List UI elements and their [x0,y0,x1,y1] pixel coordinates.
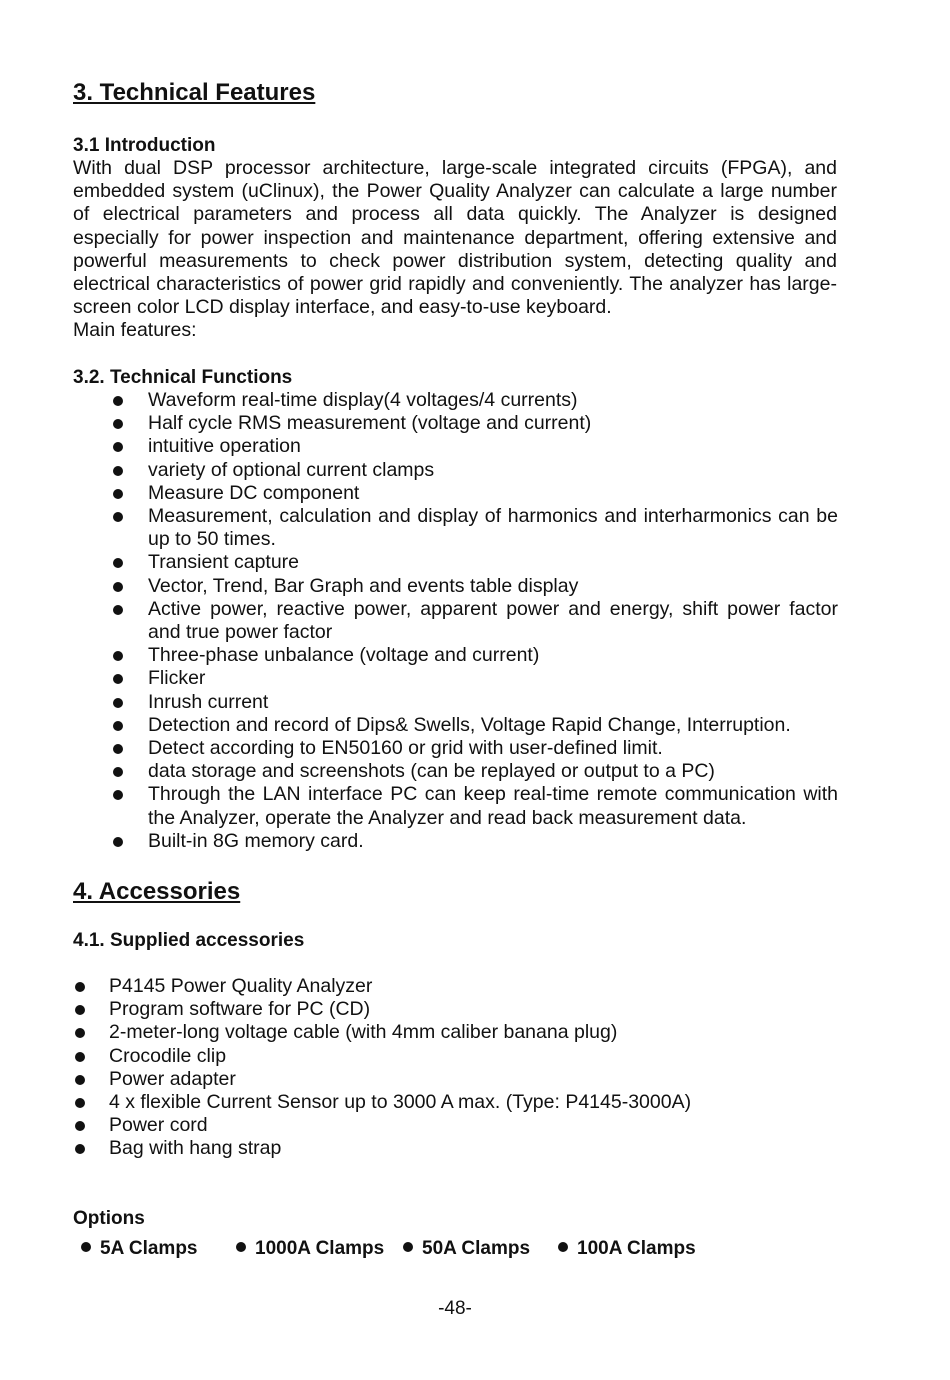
list-item-text: Crocodile clip [109,1044,227,1067]
bullet-icon [75,982,85,992]
bullet-icon [113,605,123,615]
option-label: 1000A Clamps [255,1238,385,1259]
technical-functions-list [112,389,838,853]
page-number: -48- [438,1298,472,1319]
supplied-accessories-heading: 4.1. Supplied accessories [73,930,305,951]
list-item [112,644,838,667]
introduction-heading: 3.1 Introduction [73,135,216,156]
list-item-text: Detection and record of Dips& Swells, Voltage Rapid Change, Interruption. [148,713,791,736]
list-item-text: Measurement, calculation and display of harmonics and interharmonics can be up to 50 times. [148,505,838,551]
list-item-text: Bag with hang strap [109,1137,282,1160]
list-item-text: Inrush current [148,690,269,713]
option-100a-clamps [558,1237,696,1260]
list-item [73,1021,773,1044]
list-item-text: Power cord [109,1114,208,1137]
bullet-icon [75,1052,85,1062]
list-item-text: data storage and screenshots (can be replayed or output to a PC) [148,760,715,783]
introduction-body: With dual DSP processor architecture, large-scale integrated circuits (FPGA), and embedded system (uClinux), the Power Quality Analyzer can calculate a large number of electrical parameters and process all data quickly. The Analyzer is designed especially for power inspection and maintenance department, offering extensive and powerful measurements to check power distribution system, detecting quality and electrical characteristics of power grid rapidly and conveniently. The analyzer has large-screen color LCD display interface, and easy-to-use keyboard. [73,157,837,319]
list-item [112,575,838,598]
bullet-icon [236,1242,246,1252]
list-item [112,737,838,760]
option-1000a-clamps [236,1237,384,1260]
list-item-text: intuitive operation [148,435,301,458]
option-label: 5A Clamps [100,1238,198,1259]
option-50a-clamps [403,1237,530,1260]
bullet-icon [75,1144,85,1154]
list-item-text: Active power, reactive power, apparent power and energy, shift power factor and true power factor [148,597,838,644]
list-item-text: Vector, Trend, Bar Graph and events table display [148,574,579,597]
list-item [112,598,838,644]
bullet-icon [113,698,123,708]
list-item [112,714,838,737]
supplied-accessories-list [73,975,773,1161]
bullet-icon [113,767,123,777]
list-item [112,482,838,505]
list-item [73,1137,773,1160]
list-item [112,459,838,482]
list-item-text: Detect according to EN50160 or grid with user-defined limit. [148,737,663,760]
list-item-text: 4 x flexible Current Sensor up to 3000 A max. (Type: P4145-3000A) [109,1091,692,1114]
list-item [112,760,838,783]
list-item-text: Transient capture [148,551,300,574]
bullet-icon [81,1242,91,1252]
list-item-text: Built-in 8G memory card. [148,829,364,852]
bullet-icon [113,744,123,754]
bullet-icon [113,790,123,800]
list-item-text: P4145 Power Quality Analyzer [109,975,373,997]
bullet-icon [558,1242,568,1252]
list-item [112,783,838,829]
list-item-text: Measure DC component [148,481,360,504]
introduction-paragraph [73,157,837,343]
list-item-text: Flicker [148,667,206,690]
technical-functions-heading: 3.2. Technical Functions [73,367,293,388]
bullet-icon [113,512,123,522]
list-item-text: Through the LAN interface PC can keep real-time remote communication with the Analyzer, operate the Analyzer and read back measurement data. [148,783,838,829]
list-item [112,551,838,574]
main-features-label: Main features: [73,319,197,342]
bullet-icon [113,442,123,452]
bullet-icon [113,466,123,476]
list-item [112,412,838,435]
list-item-text: Three-phase unbalance (voltage and current) [148,644,540,667]
bullet-icon [113,489,123,499]
list-item [73,1114,773,1137]
list-item-text: Program software for PC (CD) [109,998,371,1021]
list-item-text: 2-meter-long voltage cable (with 4mm caliber banana plug) [109,1021,618,1044]
list-item-text: variety of optional current clamps [148,458,435,481]
list-item [112,830,838,853]
bullet-icon [75,1121,85,1131]
options-heading: Options [73,1208,145,1229]
list-item [73,1091,773,1114]
bullet-icon [113,721,123,731]
bullet-icon [403,1242,413,1252]
bullet-icon [113,837,123,847]
list-item-text: Half cycle RMS measurement (voltage and current) [148,412,592,435]
list-item [73,998,773,1021]
option-label: 50A Clamps [422,1238,531,1259]
list-item-text: Power adapter [109,1067,236,1090]
bullet-icon [113,558,123,568]
option-5a-clamps [81,1237,198,1260]
bullet-icon [113,419,123,429]
list-item [112,667,838,690]
list-item [112,691,838,714]
list-item [73,975,773,998]
bullet-icon [75,1005,85,1015]
bullet-icon [113,582,123,592]
bullet-icon [113,674,123,684]
bullet-icon [113,396,123,406]
section-4-title: 4. Accessories [73,878,241,905]
bullet-icon [75,1075,85,1085]
list-item [73,1045,773,1068]
bullet-icon [75,1028,85,1038]
option-label: 100A Clamps [577,1238,696,1259]
list-item [112,389,838,412]
list-item [112,505,838,551]
list-item-text: Waveform real-time display(4 voltages/4 currents) [148,389,578,411]
section-3-title: 3. Technical Features [73,79,316,106]
list-item [73,1068,773,1091]
bullet-icon [113,651,123,661]
list-item [112,435,838,458]
bullet-icon [75,1098,85,1108]
